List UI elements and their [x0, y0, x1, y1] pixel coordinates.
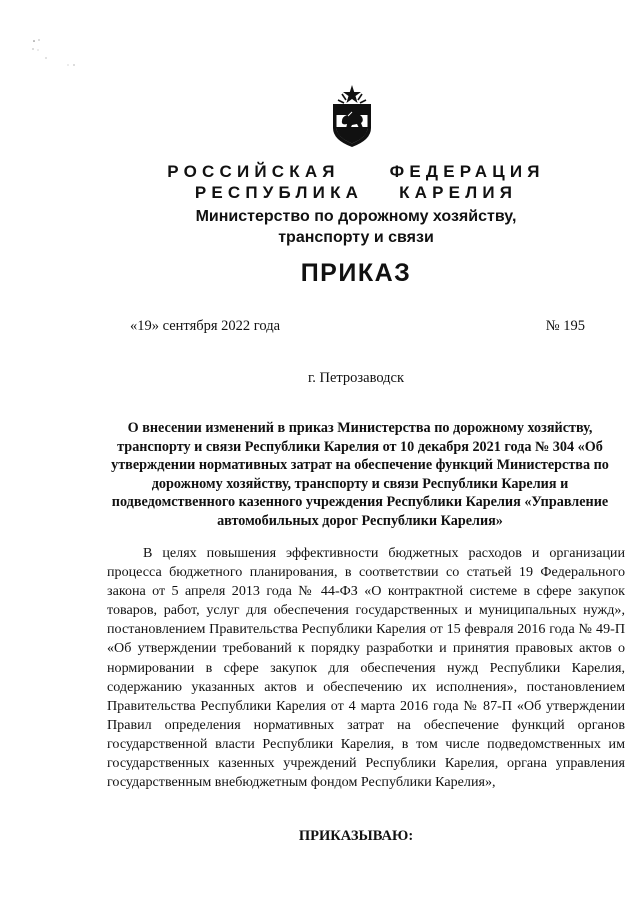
- country-heading: РОССИЙСКАЯ ФЕДЕРАЦИЯ: [167, 162, 545, 181]
- karelia-coat-of-arms-icon: [328, 84, 376, 148]
- decree-heading: ПРИКАЗЫВАЮ:: [298, 828, 414, 844]
- document-type-title: ПРИКАЗ: [300, 259, 412, 287]
- republic-heading: РЕСПУБЛИКА КАРЕЛИЯ: [194, 183, 518, 202]
- order-title: О внесении изменений в приказ Министерства по дорожному хозяйству, транспорту и связи Республики Карелия от 10 декабря 2021 года № 304 «Об утверждении нормативных затрат на обеспечение функций Министерства по дорожному хозяйству, транспорту и связи Республики Карелия и подведомственного казенного учреждения Республики Карелия «Управление автомобильных дорог Республики Карелия»: [111, 420, 609, 529]
- city-name: г. Петрозаводск: [307, 370, 405, 386]
- preamble-paragraph: В целях повышения эффективности бюджетных расходов и организации процесса бюджетного планирования, в соответствии со статьей 19 Федерального закона от 5 апреля 2013 года № 44-ФЗ «О контрактной системе в сфере закупок товаров, работ, услуг для обеспечения государственных и муниципальных нужд», постановлением Правительства Республики Карелия от 15 февраля 2016 года № 49-П «Об утверждении требований к порядку разработки и принятия правовых актов о нормировании в сфере закупок для обеспечения нужд Республики Карелия, содержанию указанных актов и обеспечению их исполнения», постановлением Правительства Республики Карелия от 4 марта 2016 года № 87-П «Об утверждении Правил определения нормативных затрат на обеспечение функций органов государственной власти Республики Карелия, в том числе подведомственных им государственных казенных учреждений Республики Карелия, органа управления государственным внебюджетным фондом Республики Карелия»,: [107, 545, 625, 791]
- order-date: «19» сентября 2022 года: [130, 318, 281, 334]
- ministry-line-1: Министерство по дорожному хозяйству,: [195, 208, 517, 225]
- scan-artifact-marks: [30, 34, 80, 74]
- ministry-heading: [0, 206, 640, 248]
- order-number: № 195: [545, 318, 585, 334]
- ministry-line-2: транспорту и связи: [278, 229, 434, 246]
